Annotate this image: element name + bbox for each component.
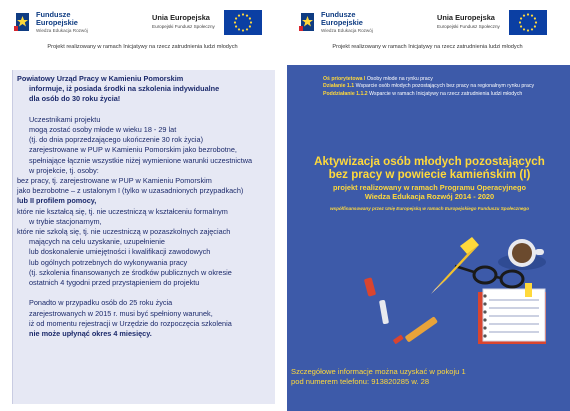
flash-drive-icon [364,277,376,296]
contact-info [291,367,466,388]
fe-logo-sub: Wiedza Edukacja Rozwój [321,28,373,33]
cofinancing-note: współfinansowany przez Unię Europejską w ramach Europejskiego Funduszu Społecznego [329,206,530,211]
project-subtitle-line2: Wiedza Edukacja Rozwój 2014 - 2020 [364,192,495,201]
eligibility-line: zarejestrowanych w 2015 r. musi być spełniony warunek, [29,308,213,318]
eligibility-line: Ponadto w przypadku osób do 25 roku życia [29,298,173,308]
priority-measure: Działanie 1.1 Wsparcie osób młodych pozostających bez pracy na regionalnym rynku pracy [323,83,535,90]
eligibility-line: iż od momentu rejestracji w Urzędzie do rozpoczęcia szkolenia [29,318,232,328]
eligibility-line: dla osób do 30 roku życia! [29,94,121,104]
coffee-cup-icon [498,239,546,270]
priority-submeasure: Poddziałanie 1.1.2 Wsparcie w ramach Inicjatywy na rzecz zatrudnienia ludzi młodych [323,90,523,97]
eu-logo-sub: Europejski Fundusz Społeczny [152,24,215,29]
eligibility-line: mających na celu uzyskanie, uzupełnienie [29,237,165,247]
eligibility-line: mogą zostać osoby młode w wieku 18 - 29 lat [29,125,177,135]
eligibility-line: lub doskonalenie umiejętności i kwalifikacji zawodowych [29,247,211,257]
eligibility-line: w projekcie, tj. osoby: [29,165,99,175]
eligibility-line: jako bezrobotne – z ustalonym I (tylko w uzasadnionych przypadkach) [17,186,244,196]
eligibility-line: (tj. szkolenia finansowanych ze środków publicznych w okresie [29,267,232,277]
right-page [285,0,570,411]
eligibility-line: (tj. do dnia poprzedzającego ukończenie 30 rok życia) [29,135,204,145]
left-header [0,0,285,62]
fe-logo-line1: Fundusze [36,10,71,19]
eligibility-line: lub II profilem pomocy, [17,196,97,206]
eligibility-line: Powiatowy Urząd Pracy w Kamieniu Pomorskim [17,74,184,83]
eligibility-line: które nie kształcą się, tj. nie uczestniczą w kształceniu formalnym [17,206,228,216]
notebook-icon [478,283,546,344]
eligibility-line: informuje, iż posiada środki na szkolenia indywidualne [29,84,220,94]
eligibility-line: zarejestrowane w PUP w Kamieniu Pomorskim jako bezrobotne, [29,145,237,155]
eligibility-box [12,70,275,404]
project-line: Projekt realizowany w ramach Inicjatywy na rzecz zatrudnienia ludzi młodych [332,44,523,50]
eu-logo-title: Unia Europejska [152,13,210,22]
marker-icon [393,316,438,344]
pencil-icon [431,237,479,294]
fe-logo-sub: Wiedza Edukacja Rozwój [36,28,88,33]
fe-logo-title [36,11,78,27]
project-subtitle-line1: projekt realizowany w ramach Programu Operacyjnego [332,183,527,192]
eu-logo [152,10,272,36]
pen-icon [379,300,389,325]
eligibility-line: które nie szkolą się, tj. nie uczestniczą w pozaszkolnych zajęciach [17,227,231,237]
fe-logo-line1: Fundusze [321,10,356,19]
eligibility-line: bez pracy, tj. zarejestrowane w PUP w Kamieniu Pomorskim [17,176,212,186]
eligibility-line: spełniające łącznie wszystkie niżej wymienione warunki uczestnictwa [29,155,253,165]
eu-flag-icon [224,10,262,35]
eu-logo-title: Unia Europejska [437,13,495,22]
fe-logo-line2: Europejskie [321,18,363,27]
eligibility-text [17,74,273,339]
eligibility-line: Uczestnikami projektu [29,114,101,124]
eligibility-line: lub ogólnych potrzebnych do wykonywania pracy [29,257,188,267]
fundusze-europejskie-logo [14,10,94,36]
eligibility-line [17,105,273,115]
fe-logo-line2: Europejskie [36,18,78,27]
desk-illustration [285,0,570,411]
eu-logo-sub: Europejski Fundusz Społeczny [437,24,500,29]
fe-star-icon [14,10,32,34]
eligibility-line: nie może upłynąć okres 4 miesięcy. [29,329,152,339]
contact-info-line2: pod numerem telefonu: 913820285 w. 28 [291,377,430,387]
project-title-line2: bez pracy w powiecie kamieńskim (I) [328,168,531,182]
eligibility-line: w trybie stacjonarnym, [29,216,102,226]
project-line: Projekt realizowany w ramach Inicjatywy na rzecz zatrudnienia ludzi młodych [47,44,238,50]
project-title-line1: Aktywizacja osób młodych pozostających [314,155,545,168]
contact-info-line1: Szczegółowe informacje można uzyskać w pokoju 1 [291,367,466,376]
eligibility-line: ostatnich 4 tygodni przed przystąpieniem do projektu [29,278,200,288]
priority-axis: Oś priorytetowa I Osoby młode na rynku pracy [323,76,433,82]
eligibility-line [17,288,273,298]
